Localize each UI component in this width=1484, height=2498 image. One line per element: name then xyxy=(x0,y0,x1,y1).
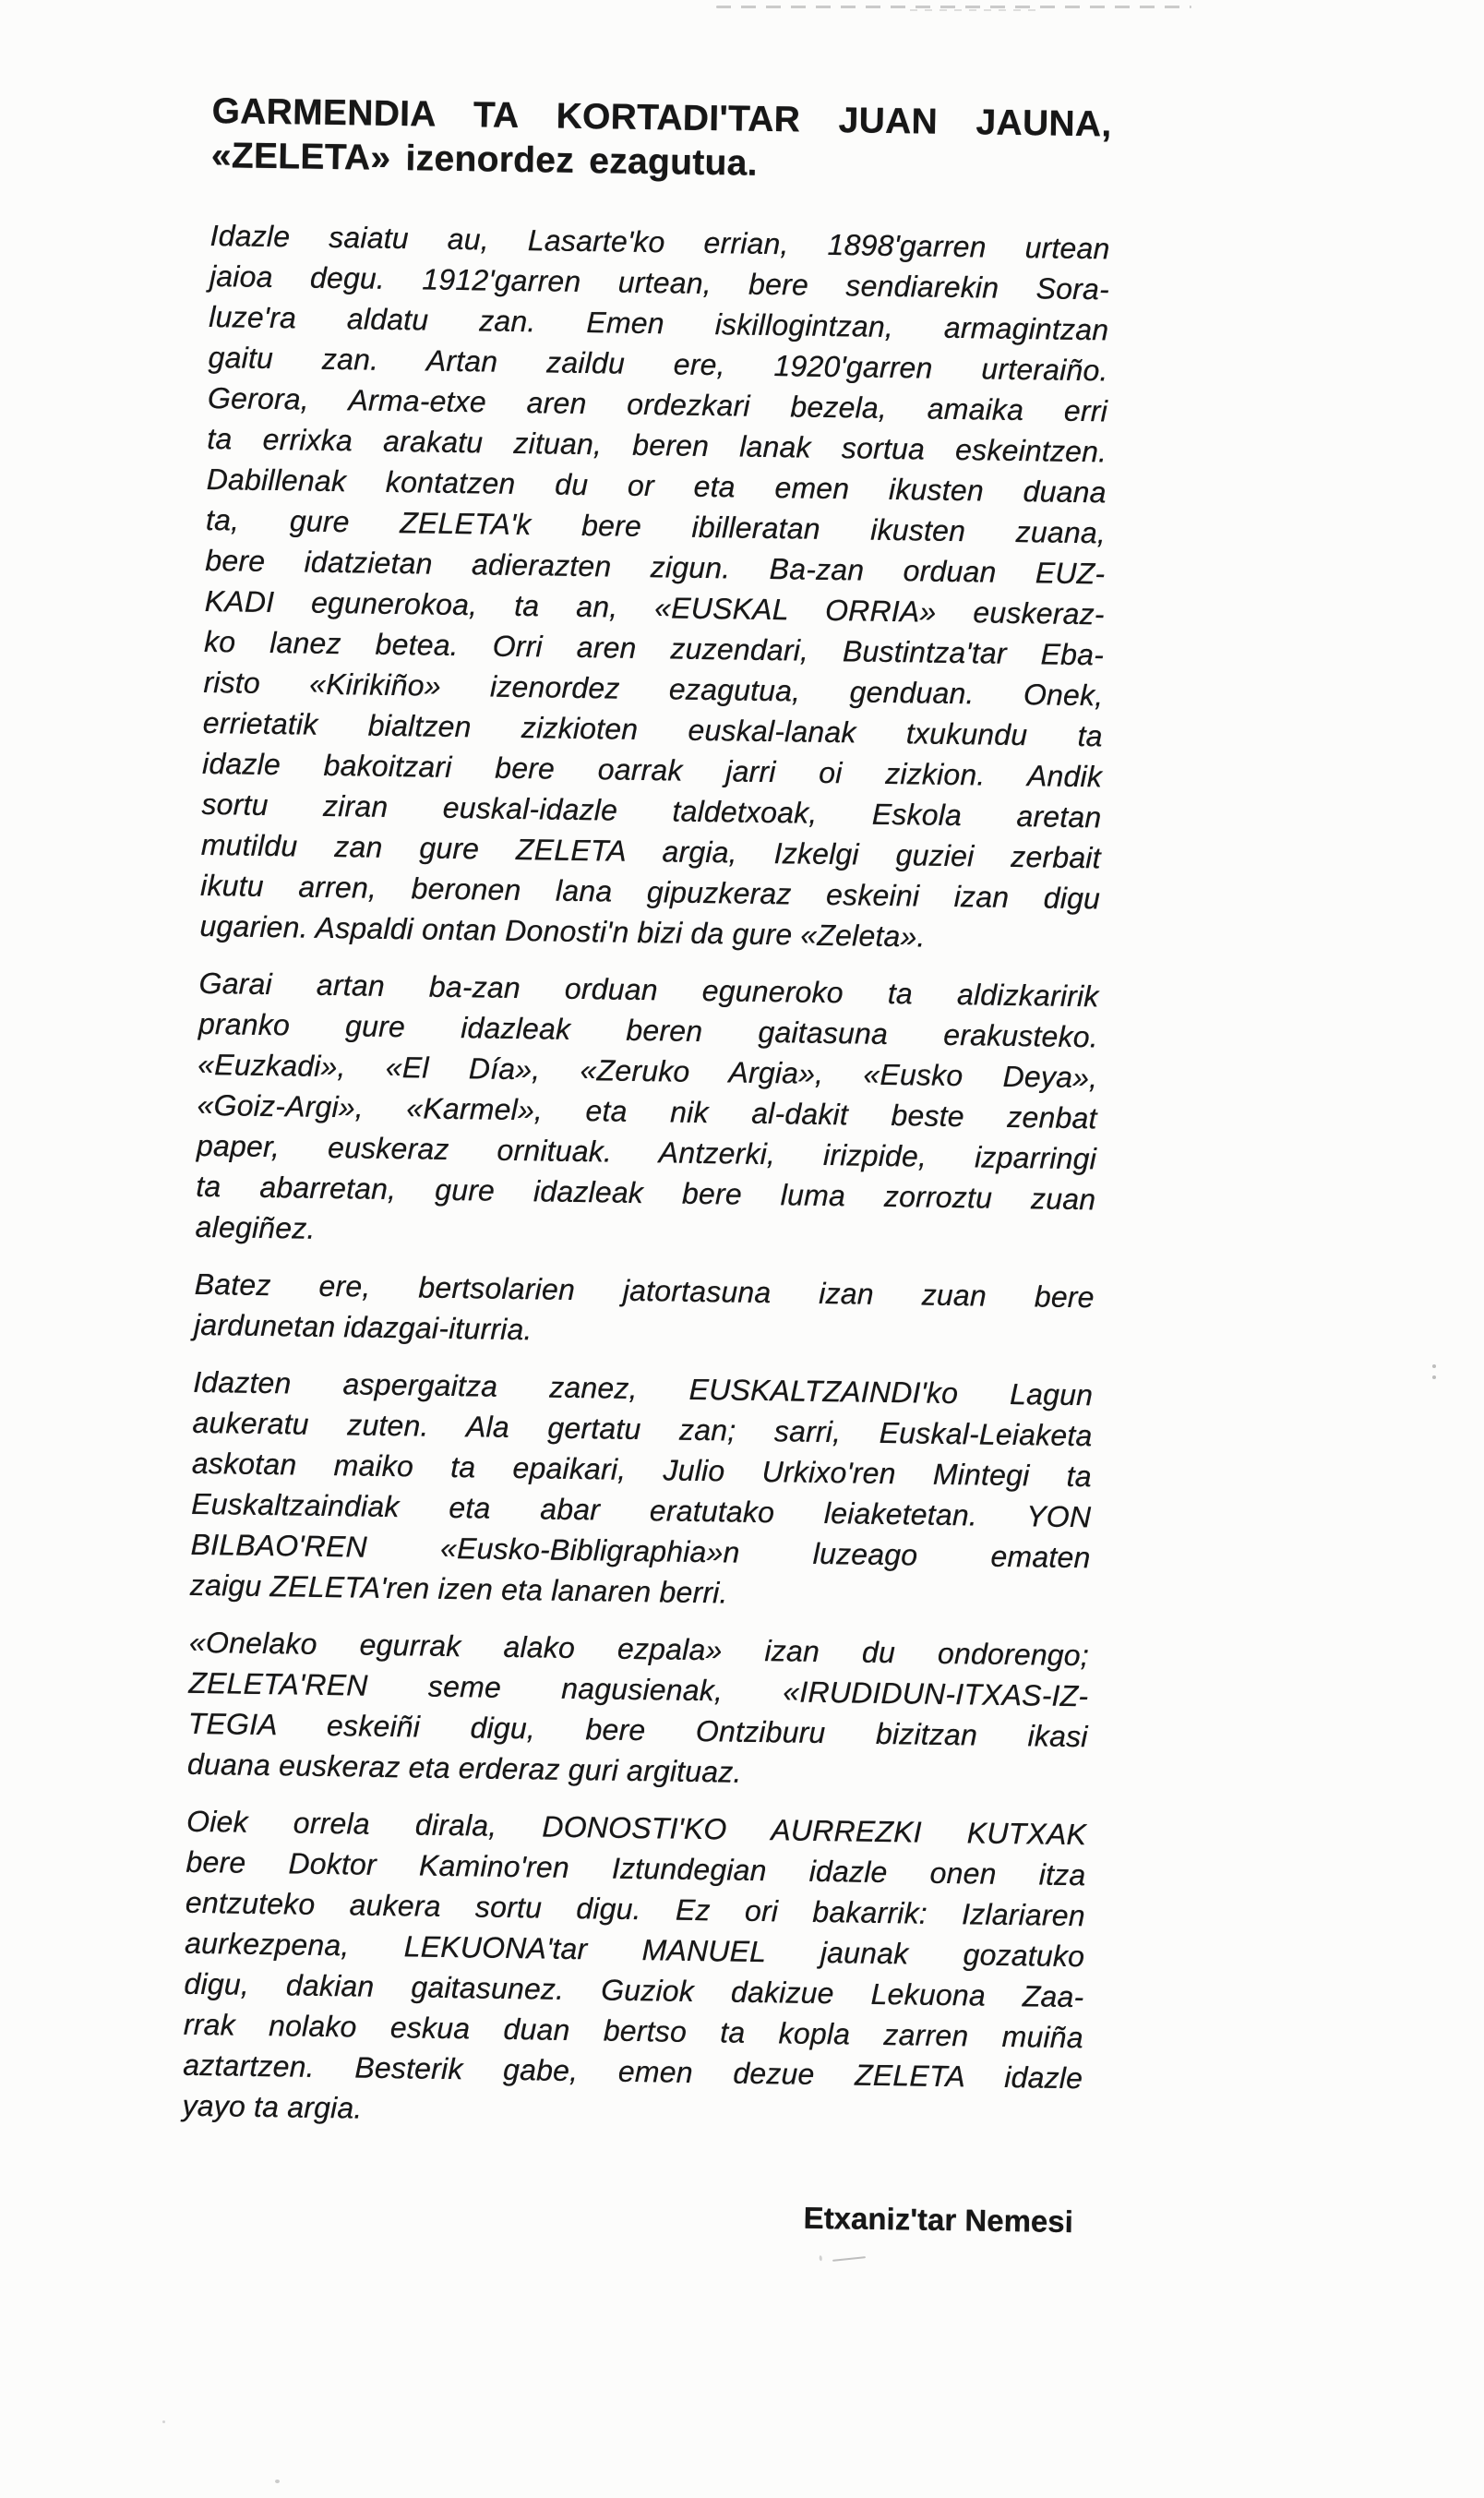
text-line: aukeratu zuten. Ala gertatu zan; sarri, Euskal-Leiaketa xyxy=(192,1405,1093,1453)
text-line: Garai artan ba-zan orduan eguneroko ta aldizkaririk xyxy=(198,966,1099,1014)
text-line: Idazle saiatu au, Lasarte'ko errian, 1898'garren urtean xyxy=(209,218,1110,266)
text-line: Gerora, Arma-etxe aren ordezkari bezela, amaika erri xyxy=(207,380,1108,428)
text-line: askotan maiko ta epaikari, Julio Urkixo'ren Mintegi ta xyxy=(191,1446,1093,1494)
paragraph xyxy=(190,1362,1094,1618)
text-line: luze'ra aldatu zan. Emen iskillogintzan, armagintzan xyxy=(209,299,1109,347)
text-line: yayo ta argia. xyxy=(182,2088,363,2125)
text-line: Batez ere, bertsolarien jatortasuna izan zuan bere xyxy=(194,1267,1095,1315)
text-line: alegiñez. xyxy=(195,1209,316,1245)
text-line: ikutu arren, beronen lana gipuzkeraz eskeini izan digu xyxy=(199,868,1101,916)
text-line: digu, dakian gaitasunez. Guziok dakizue Lekuona Zaa- xyxy=(184,1966,1084,2014)
text-line: «Onelako egurrak alako ezpala» izan du ondorengo; xyxy=(188,1625,1090,1673)
text-line: sortu ziran euskal-idazle taldetxoak, Eskola aretan xyxy=(201,787,1102,835)
text-line: bere idatzietan adierazten zigun. Ba-zan orduan EUZ- xyxy=(205,543,1106,591)
text-line: zaigu ZELETA'ren izen eta lanaren berri. xyxy=(189,1567,728,1610)
text-line: aztartzen. Besterik gabe, emen dezue ZELETA idazle xyxy=(182,2048,1083,2096)
text-line: bere Doktor Kamino'ren Iztundegian idazle onen itza xyxy=(186,1844,1086,1892)
text-line: rrak nolako eskua duan bertso ta kopla zarren muiña xyxy=(183,2007,1084,2055)
text-line: ko lanez betea. Orri aren zuzendari, Bustintza'tar Eba- xyxy=(203,624,1105,672)
paragraph xyxy=(182,1801,1086,2139)
text-line: KADI egunerokoa, ta an, «EUSKAL ORRIA» euskeraz- xyxy=(204,583,1105,631)
scan-artifact-smudge xyxy=(832,2256,866,2262)
article xyxy=(181,90,1112,2240)
text-line: ZELETA'REN seme nagusienak, «IRUDIDUN-ITXAS-IZ- xyxy=(188,1665,1089,1713)
title-line-1: GARMENDIA TA KORTADI'TAR JUAN JAUNA, xyxy=(211,90,1112,145)
paragraph xyxy=(194,1264,1095,1358)
text-line: jaioa degu. 1912'garren urtean, bere sendiarekin Sora- xyxy=(209,258,1110,306)
text-line: gaitu zan. Artan zaildu ere, 1920'garren urteraiño. xyxy=(208,340,1108,388)
text-line: duana euskeraz eta erderaz guri argituaz. xyxy=(186,1747,742,1789)
text-line: ta errixka arakatu zituan, beren lanak sortua eskeintzen. xyxy=(207,421,1107,469)
text-line: TEGIA eskeiñi digu, bere Ontziburu bizitzan ikasi xyxy=(187,1706,1088,1754)
scan-artifact-dot-small xyxy=(162,2420,165,2423)
text-line: Idazten aspergaitza zanez, EUSKALTZAINDI'ko Lagun xyxy=(192,1364,1094,1412)
text-line: «Euzkadi», «El Día», «Zeruko Argia», «Eusko Deya», xyxy=(197,1047,1098,1095)
text-line: aurkezpena, LEKUONA'tar MANUEL jaunak gozatuko xyxy=(184,1926,1085,1974)
text-line: mutildu zan gure ZELETA argia, Izkelgi guziei zerbait xyxy=(200,827,1102,875)
title-line-2: «ZELETA» izenordez ezagutua. xyxy=(210,135,759,184)
paragraph xyxy=(187,1622,1090,1797)
text-line: entzuteko aukera sortu digu. Ez ori bakarrik: Izlariaren xyxy=(185,1885,1086,1933)
text-line: ta, gure ZELETA'k bere ibilleratan ikusten zuana, xyxy=(205,502,1107,550)
text-line: ta abarretan, gure idazleak bere luma zorroztu zuan xyxy=(196,1169,1096,1217)
scan-artifact-right-speck xyxy=(1432,1364,1436,1368)
text-line: ugarien. Aspaldi ontan Donosti'n bizi da gure «Zeleta». xyxy=(199,908,926,954)
paragraph xyxy=(195,963,1098,1260)
text-line: jardunetan idazgai-iturria. xyxy=(193,1307,533,1347)
text-line: pranko gure idazleak beren gaitasuna erakusteko. xyxy=(197,1006,1099,1054)
signature: Etxaniz'tar Nemesi xyxy=(803,2200,1074,2240)
text-line: idazle bakoitzari bere oarrak jarri oi zizkion. Andik xyxy=(201,746,1103,794)
text-line: Oiek orrela dirala, DONOSTI'KO AURREZKI KUTXAK xyxy=(186,1804,1087,1852)
text-line: «Goiz-Argi», «Karmel», eta nik al-dakit beste zenbat xyxy=(197,1087,1097,1135)
text-line: Euskaltzaindiak eta abar eratutako leiaketetan. YON xyxy=(191,1486,1092,1534)
article-title xyxy=(211,90,1112,191)
article-body xyxy=(182,215,1110,2139)
text-line: BILBAO'REN «Eusko-Bibligraphia»n luzeago ematen xyxy=(190,1527,1091,1575)
paragraph xyxy=(199,215,1110,959)
text-line: risto «Kirikiño» izenordez ezagutua, genduan. Onek, xyxy=(203,665,1104,713)
scan-artifact-top-dashes xyxy=(716,6,1191,8)
text-line: Dabillenak kontatzen du or eta emen ikusten duana xyxy=(206,462,1107,510)
scan-artifact-dot xyxy=(275,2480,280,2483)
text-line: errietatik bialtzen zizkioten euskal-lanak txukundu ta xyxy=(202,705,1103,753)
text-line: paper, euskeraz ornituak. Antzerki, irizpide, izparringi xyxy=(196,1128,1097,1176)
